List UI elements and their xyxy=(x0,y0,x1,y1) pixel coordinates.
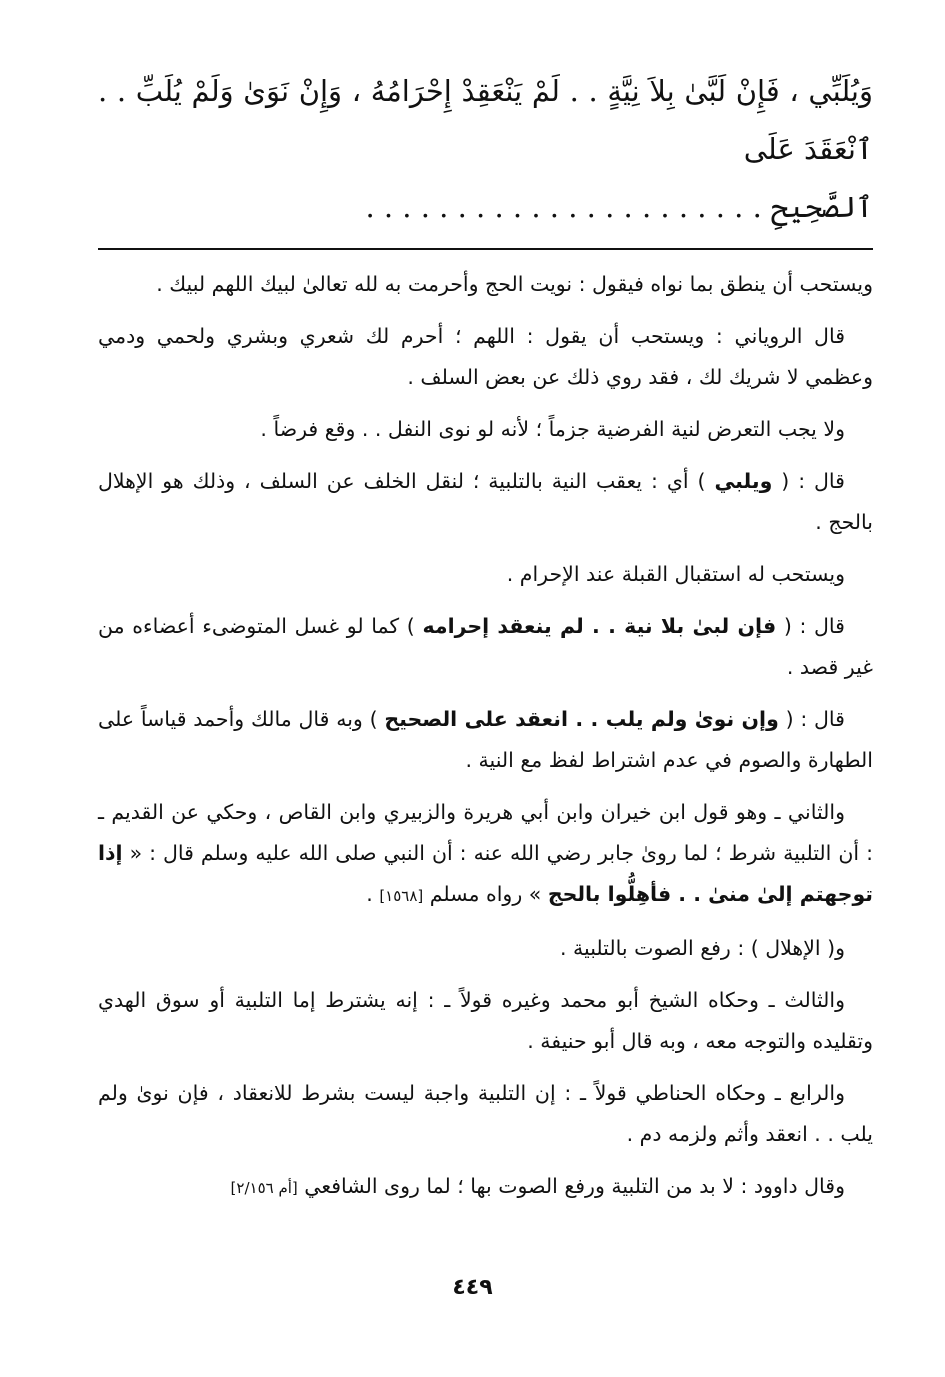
paragraph-text: والرابع ـ وحكاه الحناطي قولاً ـ : إن التلبية واجبة ليست بشرط للانعقاد ، فإن نوىٰ ولم يلب . . انعقد وأثم ولزمه دم . xyxy=(98,1081,873,1146)
commentary-paragraph xyxy=(98,699,873,781)
page-number: ٤٤٩ xyxy=(452,1275,493,1300)
matn-line xyxy=(98,62,873,178)
paragraph-text: ويستحب أن ينطق بما نواه فيقول : نويت الحج وأحرمت به لله تعالىٰ لبيك اللهم لبيك . xyxy=(156,272,873,296)
commentary-paragraph xyxy=(98,606,873,688)
commentary-block xyxy=(98,264,873,1209)
reference-number: [أم ٢/١٥٦] xyxy=(230,1179,298,1197)
matn-line xyxy=(98,178,873,236)
paragraph-text: قال : ( xyxy=(776,614,845,638)
quoted-matn: فإن لبىٰ بلا نية . . لم ينعقد إحرامه xyxy=(422,614,777,638)
commentary-paragraph xyxy=(98,316,873,398)
quoted-matn: وإن نوىٰ ولم يلب . . انعقد على الصحيح xyxy=(384,707,779,731)
commentary-paragraph xyxy=(98,409,873,450)
commentary-paragraph xyxy=(98,1073,873,1155)
page-body xyxy=(98,62,873,1220)
paragraph-text: » رواه مسلم xyxy=(423,882,548,906)
matn-text: وَيُلَبِّي ، فَإِنْ لَبَّىٰ بِلاَ نِيَّةٍ . . لَمْ يَنْعَقِدْ إِحْرَامُهُ ، وَإِنْ نَوَىٰ وَلَمْ يُلَبِّ . . ٱنْعَقَدَ عَلَى xyxy=(98,74,873,166)
commentary-paragraph xyxy=(98,461,873,543)
commentary-paragraph xyxy=(98,264,873,305)
paragraph-text: ويستحب له استقبال القبلة عند الإحرام . xyxy=(506,562,845,586)
quoted-matn: ويلبي xyxy=(714,469,773,493)
paragraph-text: . xyxy=(366,882,380,906)
paragraph-text: ) وبه قال مالك وأحمد قياساً على الطهارة والصوم في عدم اشتراط لفظ مع النية . xyxy=(98,707,873,772)
paragraph-text: والثالث ـ وحكاه الشيخ أبو محمد وغيره قولاً ـ : إنه يشترط إما التلبية أو سوق الهدي وتقليده والتوجه معه ، وبه قال أبو حنيفة . xyxy=(98,988,873,1053)
matn-dots: . . . . . . . . . . . . . . . . . . . . . . xyxy=(365,190,762,224)
separator-rule xyxy=(98,248,873,250)
reference-number: [١٥٦٨] xyxy=(379,887,424,905)
matn-block xyxy=(98,62,873,236)
paragraph-text: قال : ( xyxy=(772,469,845,493)
commentary-paragraph xyxy=(98,980,873,1062)
paragraph-text: والثاني ـ وهو قول ابن خيران وابن أبي هريرة والزبيري وابن القاص ، وحكي عن القديم ـ : أن التلبية شرط ؛ لما روىٰ جابر رضي الله عنه : أن النبي صلى الله عليه وسلم قال : « xyxy=(98,800,873,865)
matn-text: ٱلصَّحِيحِ xyxy=(771,190,873,224)
paragraph-text: قال : ( xyxy=(778,707,845,731)
paragraph-text: قال الروياني : ويستحب أن يقول : اللهم ؛ أحرم لك شعري وبشري ولحمي ودمي وعظمي لا شريك لك ، فقد روي ذلك عن بعض السلف . xyxy=(98,324,873,389)
paragraph-text: ولا يجب التعرض لنية الفرضية جزماً ؛ لأنه لو نوى النفل . . وقع فرضاً . xyxy=(260,417,845,441)
commentary-paragraph xyxy=(98,792,873,917)
paragraph-text: ) كما لو غسل المتوضىء أعضاءه من غير قصد . xyxy=(98,614,873,679)
commentary-paragraph xyxy=(98,554,873,595)
commentary-paragraph xyxy=(98,928,873,969)
paragraph-text: و( الإهلال ) : رفع الصوت بالتلبية . xyxy=(559,936,845,960)
paragraph-text: ) أي : يعقب النية بالتلبية ؛ لنقل الخلف عن السلف ، وذلك هو الإهلال بالحج . xyxy=(98,469,873,534)
commentary-paragraph xyxy=(98,1166,873,1209)
paragraph-text: وقال داوود : لا بد من التلبية ورفع الصوت بها ؛ لما روى الشافعي xyxy=(297,1174,845,1198)
hadith-quote: إذا توجهتم إلىٰ منىٰ . . فأهِلُّوا بالحج xyxy=(98,841,873,906)
